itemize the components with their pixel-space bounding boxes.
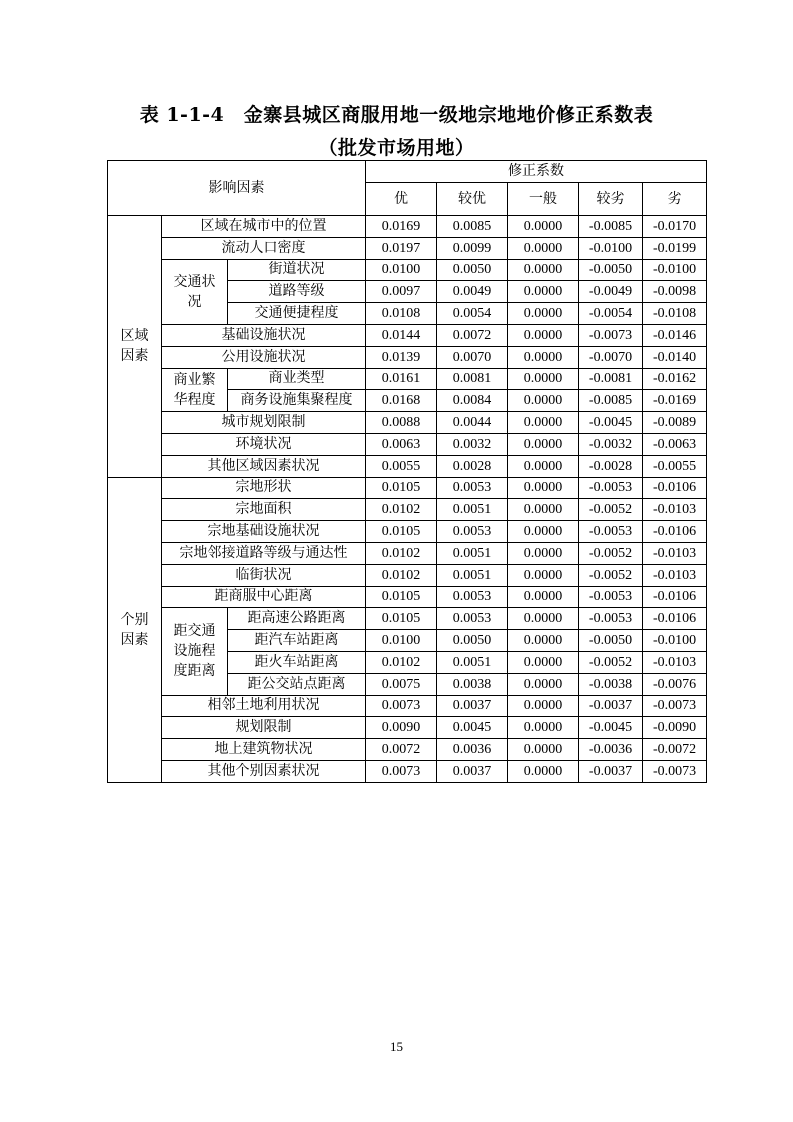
coefficient-value: -0.0076 bbox=[643, 673, 707, 695]
factor-label: 城市规划限制 bbox=[162, 412, 366, 434]
coefficient-value: -0.0081 bbox=[579, 368, 643, 390]
table-row bbox=[108, 499, 707, 521]
table-row bbox=[108, 346, 707, 368]
coefficient-value: 0.0000 bbox=[508, 717, 579, 739]
coefficient-value: 0.0000 bbox=[508, 455, 579, 477]
coefficient-value: -0.0146 bbox=[643, 324, 707, 346]
coefficient-value: 0.0088 bbox=[366, 412, 437, 434]
coefficient-value: 0.0051 bbox=[437, 542, 508, 564]
coefficient-value: 0.0197 bbox=[366, 237, 437, 259]
factor-label: 交通便捷程度 bbox=[228, 303, 366, 325]
coefficient-value: 0.0051 bbox=[437, 564, 508, 586]
coefficient-value: 0.0032 bbox=[437, 433, 508, 455]
coefficient-value: -0.0032 bbox=[579, 433, 643, 455]
coefficient-value: 0.0073 bbox=[366, 760, 437, 782]
coefficient-value: -0.0106 bbox=[643, 586, 707, 608]
subgroup-commerce: 商业繁华程度 bbox=[162, 368, 228, 412]
coefficient-value: -0.0103 bbox=[643, 499, 707, 521]
coefficient-value: 0.0000 bbox=[508, 499, 579, 521]
factor-label: 相邻土地利用状况 bbox=[162, 695, 366, 717]
coefficient-value: 0.0000 bbox=[508, 760, 579, 782]
coefficient-value: -0.0049 bbox=[579, 281, 643, 303]
group-regional-factors: 区域因素 bbox=[108, 216, 162, 478]
coefficient-value: -0.0140 bbox=[643, 346, 707, 368]
coefficient-value: 0.0000 bbox=[508, 477, 579, 499]
table-row bbox=[108, 324, 707, 346]
coefficient-value: -0.0169 bbox=[643, 390, 707, 412]
table-row bbox=[108, 739, 707, 761]
coefficient-value: 0.0144 bbox=[366, 324, 437, 346]
factor-label: 公用设施状况 bbox=[162, 346, 366, 368]
factor-label: 宗地形状 bbox=[162, 477, 366, 499]
coefficient-value: 0.0053 bbox=[437, 608, 508, 630]
table-row bbox=[108, 695, 707, 717]
factor-label: 环境状况 bbox=[162, 433, 366, 455]
coefficient-value: 0.0085 bbox=[437, 216, 508, 238]
factor-label: 距公交站点距离 bbox=[228, 673, 366, 695]
coefficient-value: -0.0100 bbox=[643, 630, 707, 652]
coefficient-value: 0.0037 bbox=[437, 695, 508, 717]
table-row bbox=[108, 368, 707, 390]
coefficient-value: 0.0073 bbox=[366, 695, 437, 717]
coefficient-value: -0.0036 bbox=[579, 739, 643, 761]
subgroup-distance: 距交通设施程度距离 bbox=[162, 608, 228, 695]
factor-label: 其他个别因素状况 bbox=[162, 760, 366, 782]
coefficient-value: -0.0063 bbox=[643, 433, 707, 455]
coefficient-value: 0.0000 bbox=[508, 695, 579, 717]
table-row bbox=[108, 455, 707, 477]
coefficient-value: -0.0073 bbox=[643, 695, 707, 717]
table-row bbox=[108, 760, 707, 782]
coefficient-value: 0.0102 bbox=[366, 499, 437, 521]
table-row bbox=[108, 237, 707, 259]
coefficient-value: 0.0100 bbox=[366, 259, 437, 281]
coefficient-value: 0.0105 bbox=[366, 608, 437, 630]
coefficient-table bbox=[107, 160, 707, 783]
coefficient-value: -0.0106 bbox=[643, 477, 707, 499]
coefficient-value: 0.0000 bbox=[508, 630, 579, 652]
coefficient-value: -0.0072 bbox=[643, 739, 707, 761]
factor-label: 宗地面积 bbox=[162, 499, 366, 521]
coefficient-value: 0.0000 bbox=[508, 651, 579, 673]
coefficient-value: 0.0063 bbox=[366, 433, 437, 455]
coefficient-value: 0.0000 bbox=[508, 237, 579, 259]
coefficient-value: 0.0000 bbox=[508, 368, 579, 390]
table-row bbox=[108, 433, 707, 455]
coefficient-value: 0.0072 bbox=[366, 739, 437, 761]
coefficient-value: -0.0037 bbox=[579, 760, 643, 782]
table-row bbox=[108, 542, 707, 564]
coefficient-value: 0.0000 bbox=[508, 259, 579, 281]
coefficient-value: -0.0052 bbox=[579, 564, 643, 586]
coefficient-value: -0.0053 bbox=[579, 477, 643, 499]
factor-label: 距汽车站距离 bbox=[228, 630, 366, 652]
coefficient-value: -0.0162 bbox=[643, 368, 707, 390]
coefficient-value: 0.0105 bbox=[366, 521, 437, 543]
coefficient-value: 0.0050 bbox=[437, 630, 508, 652]
coefficient-value: 0.0100 bbox=[366, 630, 437, 652]
factor-label: 宗地基础设施状况 bbox=[162, 521, 366, 543]
coefficient-value: 0.0000 bbox=[508, 324, 579, 346]
coefficient-value: -0.0070 bbox=[579, 346, 643, 368]
coefficient-value: 0.0036 bbox=[437, 739, 508, 761]
factor-label: 商务设施集聚程度 bbox=[228, 390, 366, 412]
table-row bbox=[108, 259, 707, 281]
coefficient-value: 0.0000 bbox=[508, 673, 579, 695]
coefficient-value: 0.0038 bbox=[437, 673, 508, 695]
coefficient-value: -0.0170 bbox=[643, 216, 707, 238]
coefficient-value: -0.0089 bbox=[643, 412, 707, 434]
coefficient-value: -0.0052 bbox=[579, 499, 643, 521]
coefficient-value: 0.0053 bbox=[437, 586, 508, 608]
coefficient-value: -0.0100 bbox=[643, 259, 707, 281]
table-subtitle: （批发市场用地） bbox=[318, 137, 475, 159]
factor-label: 宗地邻接道路等级与通达性 bbox=[162, 542, 366, 564]
table-row bbox=[108, 586, 707, 608]
coefficient-value: -0.0106 bbox=[643, 608, 707, 630]
coefficient-value: 0.0090 bbox=[366, 717, 437, 739]
coefficient-value: 0.0053 bbox=[437, 521, 508, 543]
factor-label: 地上建筑物状况 bbox=[162, 739, 366, 761]
header-factor: 影响因素 bbox=[108, 161, 366, 216]
coefficient-value: 0.0000 bbox=[508, 216, 579, 238]
table-row bbox=[108, 412, 707, 434]
factor-label: 道路等级 bbox=[228, 281, 366, 303]
coefficient-value: 0.0168 bbox=[366, 390, 437, 412]
coefficient-value: 0.0055 bbox=[366, 455, 437, 477]
factor-label: 区域在城市中的位置 bbox=[162, 216, 366, 238]
coefficient-value: 0.0161 bbox=[366, 368, 437, 390]
coefficient-value: 0.0044 bbox=[437, 412, 508, 434]
coefficient-value: -0.0103 bbox=[643, 564, 707, 586]
table-body bbox=[108, 161, 707, 783]
coefficient-value: -0.0038 bbox=[579, 673, 643, 695]
coefficient-value: -0.0085 bbox=[579, 216, 643, 238]
coefficient-value: 0.0000 bbox=[508, 739, 579, 761]
factor-label: 基础设施状况 bbox=[162, 324, 366, 346]
coefficient-value: 0.0051 bbox=[437, 651, 508, 673]
header-level-4: 较劣 bbox=[579, 183, 643, 216]
coefficient-value: 0.0000 bbox=[508, 281, 579, 303]
coefficient-value: 0.0053 bbox=[437, 477, 508, 499]
coefficient-value: -0.0050 bbox=[579, 259, 643, 281]
table-row bbox=[108, 717, 707, 739]
table-row bbox=[108, 477, 707, 499]
coefficient-value: 0.0000 bbox=[508, 564, 579, 586]
coefficient-value: -0.0090 bbox=[643, 717, 707, 739]
factor-label: 规划限制 bbox=[162, 717, 366, 739]
factor-label: 距商服中心距离 bbox=[162, 586, 366, 608]
coefficient-value: -0.0055 bbox=[643, 455, 707, 477]
coefficient-value: -0.0054 bbox=[579, 303, 643, 325]
subgroup-traffic: 交通状况 bbox=[162, 259, 228, 324]
header-coefficient: 修正系数 bbox=[366, 161, 707, 183]
header-level-1: 优 bbox=[366, 183, 437, 216]
coefficient-value: -0.0053 bbox=[579, 586, 643, 608]
coefficient-value: 0.0169 bbox=[366, 216, 437, 238]
coefficient-value: -0.0037 bbox=[579, 695, 643, 717]
coefficient-value: -0.0085 bbox=[579, 390, 643, 412]
table-row bbox=[108, 608, 707, 630]
header-level-5: 劣 bbox=[643, 183, 707, 216]
coefficient-value: 0.0070 bbox=[437, 346, 508, 368]
factor-label: 其他区域因素状况 bbox=[162, 455, 366, 477]
coefficient-value: 0.0108 bbox=[366, 303, 437, 325]
coefficient-value: 0.0000 bbox=[508, 412, 579, 434]
coefficient-value: 0.0105 bbox=[366, 477, 437, 499]
factor-label: 流动人口密度 bbox=[162, 237, 366, 259]
coefficient-value: 0.0102 bbox=[366, 542, 437, 564]
header-level-3: 一般 bbox=[508, 183, 579, 216]
header-level-2: 较优 bbox=[437, 183, 508, 216]
table-title: 表 1-1-4 金寨县城区商服用地一级地宗地地价修正系数表 bbox=[139, 104, 654, 126]
coefficient-value: 0.0102 bbox=[366, 564, 437, 586]
factor-label: 街道状况 bbox=[228, 259, 366, 281]
coefficient-value: -0.0045 bbox=[579, 412, 643, 434]
group-individual-factors: 个别因素 bbox=[108, 477, 162, 782]
coefficient-value: -0.0103 bbox=[643, 651, 707, 673]
table-row bbox=[108, 216, 707, 238]
coefficient-value: -0.0052 bbox=[579, 542, 643, 564]
coefficient-value: 0.0000 bbox=[508, 303, 579, 325]
coefficient-value: 0.0000 bbox=[508, 390, 579, 412]
coefficient-value: 0.0049 bbox=[437, 281, 508, 303]
coefficient-value: -0.0100 bbox=[579, 237, 643, 259]
coefficient-value: 0.0000 bbox=[508, 542, 579, 564]
coefficient-value: -0.0106 bbox=[643, 521, 707, 543]
coefficient-value: 0.0028 bbox=[437, 455, 508, 477]
factor-label: 距高速公路距离 bbox=[228, 608, 366, 630]
coefficient-value: -0.0050 bbox=[579, 630, 643, 652]
factor-label: 距火车站距离 bbox=[228, 651, 366, 673]
coefficient-value: 0.0097 bbox=[366, 281, 437, 303]
coefficient-value: 0.0054 bbox=[437, 303, 508, 325]
coefficient-value: 0.0099 bbox=[437, 237, 508, 259]
coefficient-value: -0.0053 bbox=[579, 521, 643, 543]
coefficient-value: 0.0081 bbox=[437, 368, 508, 390]
coefficient-value: -0.0108 bbox=[643, 303, 707, 325]
coefficient-value: 0.0072 bbox=[437, 324, 508, 346]
coefficient-value: -0.0073 bbox=[643, 760, 707, 782]
coefficient-value: -0.0052 bbox=[579, 651, 643, 673]
coefficient-value: -0.0199 bbox=[643, 237, 707, 259]
factor-label: 商业类型 bbox=[228, 368, 366, 390]
coefficient-value: 0.0084 bbox=[437, 390, 508, 412]
coefficient-value: 0.0105 bbox=[366, 586, 437, 608]
coefficient-value: 0.0102 bbox=[366, 651, 437, 673]
coefficient-value: 0.0045 bbox=[437, 717, 508, 739]
coefficient-value: 0.0000 bbox=[508, 521, 579, 543]
coefficient-value: -0.0098 bbox=[643, 281, 707, 303]
coefficient-value: 0.0000 bbox=[508, 346, 579, 368]
coefficient-value: 0.0050 bbox=[437, 259, 508, 281]
coefficient-value: -0.0053 bbox=[579, 608, 643, 630]
table-row bbox=[108, 521, 707, 543]
table-row bbox=[108, 564, 707, 586]
coefficient-value: -0.0045 bbox=[579, 717, 643, 739]
coefficient-value: 0.0037 bbox=[437, 760, 508, 782]
coefficient-value: 0.0000 bbox=[508, 433, 579, 455]
factor-label: 临街状况 bbox=[162, 564, 366, 586]
coefficient-value: -0.0073 bbox=[579, 324, 643, 346]
page-number: 15 bbox=[390, 1039, 403, 1054]
coefficient-value: -0.0028 bbox=[579, 455, 643, 477]
coefficient-value: 0.0051 bbox=[437, 499, 508, 521]
coefficient-value: 0.0000 bbox=[508, 586, 579, 608]
coefficient-value: -0.0103 bbox=[643, 542, 707, 564]
coefficient-value: 0.0139 bbox=[366, 346, 437, 368]
header-row-1 bbox=[108, 161, 707, 183]
coefficient-value: 0.0075 bbox=[366, 673, 437, 695]
coefficient-value: 0.0000 bbox=[508, 608, 579, 630]
